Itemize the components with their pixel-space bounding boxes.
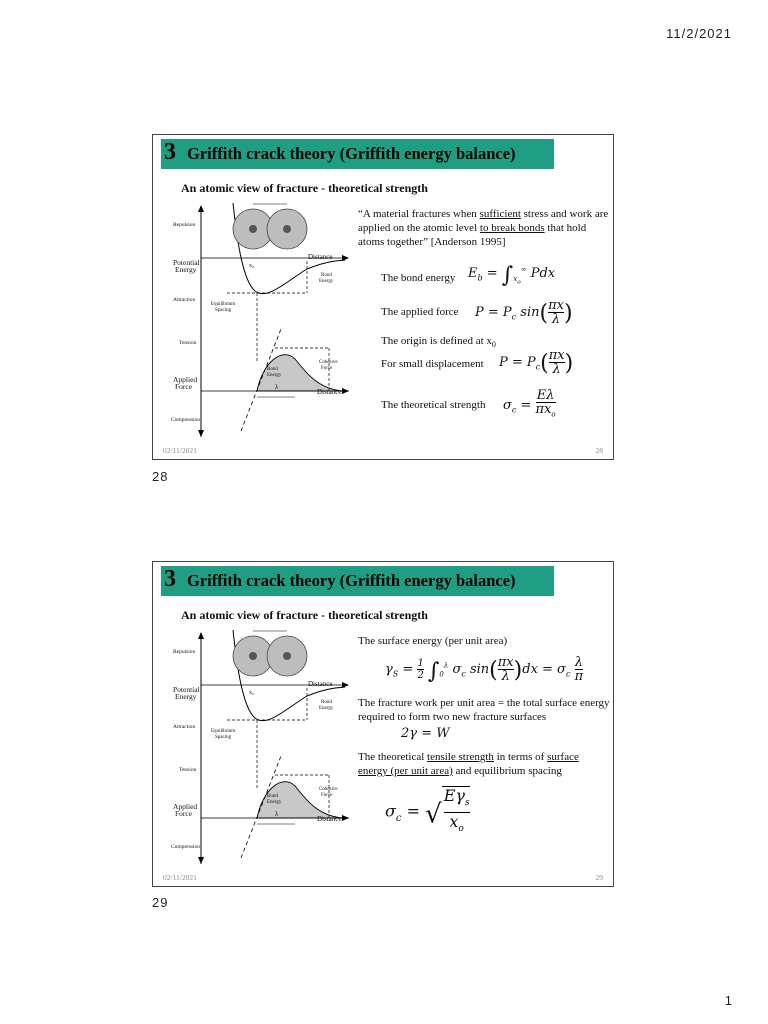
attraction-label: Attraction bbox=[173, 297, 196, 303]
slide-29 bbox=[152, 561, 614, 887]
attraction-label: Attraction bbox=[173, 724, 196, 730]
footer-date: 02/11/2021 bbox=[163, 873, 197, 882]
potential-label: Potential bbox=[173, 685, 200, 694]
tensile-strength-text: The theoretical tensile strength in terms of surface energy (per unit area) and equilibrium spacing bbox=[358, 751, 579, 777]
applied-force-label-text: The applied force bbox=[381, 306, 459, 318]
cohesive-label-2: Force bbox=[321, 793, 333, 798]
slide-title: Griffith crack theory (Griffith energy balance) bbox=[187, 144, 516, 163]
slide-label-29: 29 bbox=[152, 895, 169, 910]
applied-label: Applied bbox=[173, 802, 198, 811]
slide-subtitle: An atomic view of fracture - theoretical strength bbox=[181, 181, 428, 195]
slide-28 bbox=[152, 134, 614, 460]
bond-energy-fill-label: Bond bbox=[267, 794, 278, 799]
atomic-bond-figure bbox=[167, 628, 369, 868]
theoretical-strength-label: The theoretical strength bbox=[381, 399, 486, 411]
bond-energy-label: Bond bbox=[321, 273, 332, 278]
lambda-label: λ bbox=[275, 383, 279, 391]
small-displacement-label: For small displacement bbox=[381, 358, 484, 370]
repulsion-label: Repulsion bbox=[173, 649, 196, 655]
equilibrium-label: Equilibrium bbox=[211, 302, 236, 307]
spacing-label: Spacing bbox=[215, 308, 232, 313]
cohesive-label: Cohesive bbox=[319, 360, 338, 365]
fracture-work-text: The fracture work per unit area = the total surface energy required to form two new fracture surfaces bbox=[358, 697, 610, 723]
footer-slide-number: 28 bbox=[595, 446, 603, 455]
section-number: 3 bbox=[164, 139, 176, 165]
theoretical-strength-equation: $\sigma_c$ = Eλ $\pi x_o$ bbox=[503, 388, 556, 419]
x0-label: x₀ bbox=[249, 690, 255, 696]
cohesive-label: Cohesive bbox=[319, 787, 338, 792]
bond-energy-equation: $E_b = \int_{x_o}^\infty$ Pdx bbox=[468, 263, 556, 288]
slide-subtitle: An atomic view of fracture - theoretical strength bbox=[181, 608, 428, 622]
origin-label-text: The origin is defined at $x_0$ bbox=[381, 335, 496, 350]
bond-energy-fill-label-2: Energy bbox=[267, 373, 282, 378]
bond-energy-label-2: Energy bbox=[319, 279, 334, 284]
title-bar bbox=[161, 566, 554, 596]
title-bar bbox=[161, 139, 554, 169]
distance-label: Distance bbox=[308, 253, 333, 261]
bond-energy-label-2: Energy bbox=[319, 706, 334, 711]
distance-label-2: Distance bbox=[317, 815, 342, 823]
compression-label: Compression bbox=[171, 844, 201, 850]
anderson-quote: “A material fractures when sufficient stress and work are applied on the atomic level to break bonds that hold atoms together” [Anderson 1995] bbox=[358, 208, 609, 248]
repulsion-label: Repulsion bbox=[173, 222, 196, 228]
small-displacement-equation: $P = P_c$( $\frac{\pi x}{\lambda}$ ) bbox=[499, 348, 574, 377]
two-gamma-equation: 2γ = W bbox=[401, 726, 450, 741]
force-label: Force bbox=[175, 809, 193, 818]
bond-energy-fill-label-2: Energy bbox=[267, 800, 282, 805]
lambda-label: λ bbox=[275, 810, 279, 818]
bond-energy-label: Bond bbox=[321, 700, 332, 705]
distance-label-2: Distance bbox=[317, 388, 342, 396]
slide-title: Griffith crack theory (Griffith energy balance) bbox=[187, 571, 516, 590]
atomic-bond-figure bbox=[167, 201, 369, 441]
energy-label: Energy bbox=[175, 265, 197, 274]
equilibrium-label: Equilibrium bbox=[211, 729, 236, 734]
distance-label: Distance bbox=[308, 680, 333, 688]
section-number: 3 bbox=[164, 566, 176, 592]
applied-force-equation: $P = P_c$ sin( $\frac{\pi x}{\lambda}$ ) bbox=[475, 298, 573, 327]
surface-energy-label: The surface energy (per unit area) bbox=[358, 635, 508, 647]
cohesive-label-2: Force bbox=[321, 366, 333, 371]
sigma-c-equation: $\sigma_c$ = √ $E\gamma_s$ $x_o$ bbox=[385, 786, 470, 838]
tension-label: Tension bbox=[179, 340, 197, 346]
potential-label: Potential bbox=[173, 258, 200, 267]
header-date: 11/2/2021 bbox=[666, 26, 732, 41]
footer-date: 02/11/2021 bbox=[163, 446, 197, 455]
x0-label: x₀ bbox=[249, 263, 255, 269]
applied-label: Applied bbox=[173, 375, 198, 384]
force-label: Force bbox=[175, 382, 193, 391]
slide-label-28: 28 bbox=[152, 469, 169, 484]
footer-slide-number: 29 bbox=[595, 873, 603, 882]
tension-label: Tension bbox=[179, 767, 197, 773]
spacing-label: Spacing bbox=[215, 735, 232, 740]
energy-label: Energy bbox=[175, 692, 197, 701]
page-number: 1 bbox=[724, 993, 732, 1008]
bond-energy-fill-label: Bond bbox=[267, 367, 278, 372]
surface-energy-equation: $\gamma_S$ = $\frac{1}{2}$ $\int_0^\lambda$ $\sigma_c$ sin( $\frac{\pi x}{\lambda}$ )$dx = \sigma_c$ $\frac{\lambda}{\pi}$ bbox=[385, 655, 584, 684]
bond-energy-label-text: The bond energy bbox=[381, 272, 456, 284]
compression-label: Compression bbox=[171, 417, 201, 423]
